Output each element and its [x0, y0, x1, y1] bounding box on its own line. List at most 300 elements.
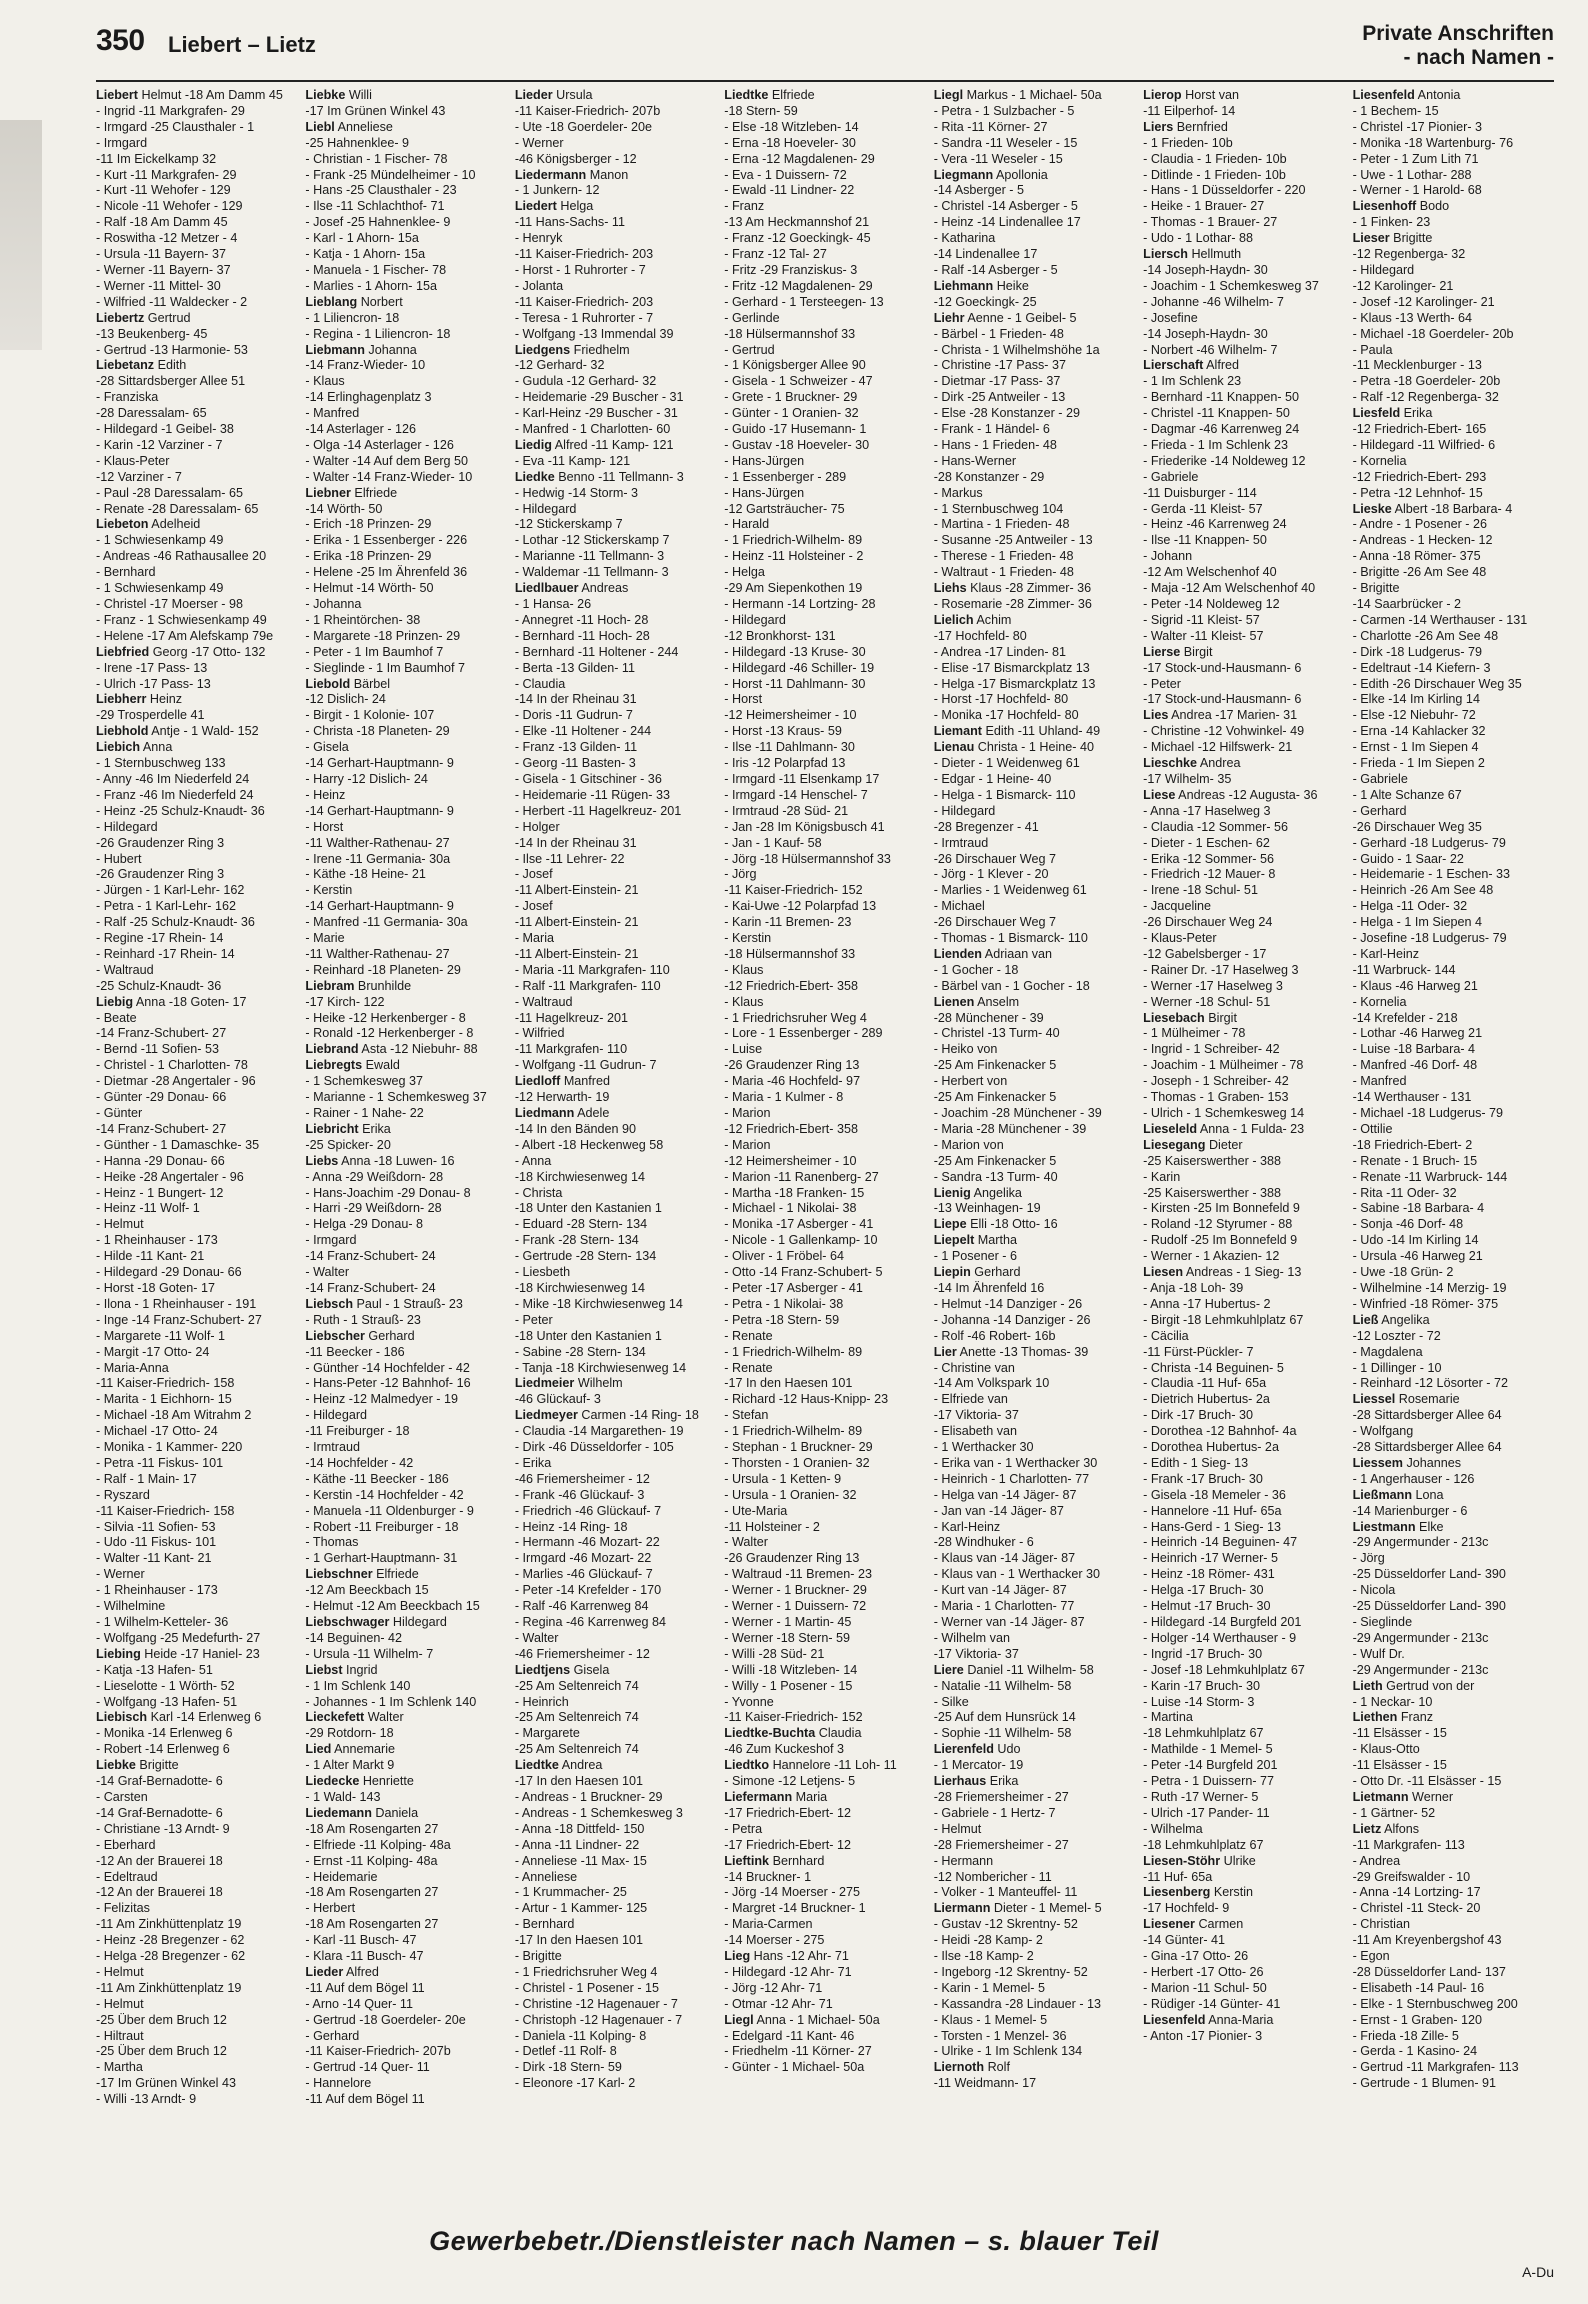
- listing-entry: [724, 565, 925, 581]
- entry-text: - Kirsten -25 Im Bonnefeld 9: [1143, 1201, 1300, 1216]
- listing-entry: [1353, 1838, 1554, 1854]
- entry-text: - Werner -18 Stern- 59: [724, 1630, 851, 1645]
- entry-text: -11 Albert-Einstein- 21: [514, 946, 639, 961]
- surname: Liebs: [305, 1153, 339, 1168]
- listing-entry: [305, 788, 506, 804]
- entry-text: - Ulrich - 1 Schemkesweg 14: [1143, 1106, 1305, 1120]
- listing-entry: [1143, 1058, 1344, 1074]
- listing-entry: [515, 549, 716, 565]
- listing-entry: [724, 1838, 925, 1854]
- entry-text: -26 Graudenzer Ring 13: [724, 1551, 860, 1566]
- listing-entry: [515, 199, 716, 215]
- listing-entry: [1353, 1265, 1554, 1281]
- listing-entry: [724, 263, 925, 279]
- entry-text: - Sonja -46 Dorf- 48: [1352, 1217, 1464, 1232]
- surname: Lies: [1143, 708, 1169, 723]
- entry-text: - Franz: [724, 199, 765, 214]
- entry-text: - Ilona - 1 Rheinhauser - 191: [96, 1296, 257, 1311]
- listing-entry: [1143, 1424, 1344, 1440]
- listing-entry: [1353, 533, 1554, 549]
- entry-text: - Gisela -18 Memeler - 36: [1143, 1487, 1286, 1502]
- listing-entry: [305, 1774, 506, 1790]
- listing-entry: [1353, 374, 1554, 390]
- listing-entry: [515, 724, 716, 740]
- entry-text: - Klaus van - 1 Werthacker 30: [933, 1567, 1101, 1582]
- entry-text: -28 Konstanzer - 29: [933, 469, 1045, 484]
- entry-text: - Ilse -11 Schlachthof- 71: [305, 199, 445, 214]
- entry-text: Erika: [989, 1774, 1019, 1789]
- listing-entry: [934, 199, 1135, 215]
- listing-entry: [1353, 692, 1554, 708]
- entry-text: - Christine -12 Vohwinkel- 49: [1143, 724, 1305, 739]
- listing-entry: [96, 1567, 297, 1583]
- entry-text: - Ewald -11 Lindner- 22: [724, 183, 855, 198]
- listing-entry: [724, 692, 925, 708]
- entry-text: Klaus -28 Zimmer- 36: [970, 581, 1092, 596]
- listing-entry: [724, 963, 925, 979]
- listing-entry: [96, 1408, 297, 1424]
- entry-text: Carmen: [1198, 1917, 1244, 1932]
- listing-entry: [1353, 120, 1554, 136]
- entry-text: -11 Duisburger - 114: [1143, 485, 1257, 500]
- entry-text: -28 Sittardsberger Allee 64: [1352, 1440, 1502, 1455]
- entry-text: - Klaus van -14 Jäger- 87: [933, 1551, 1076, 1566]
- listing-entry: [515, 1201, 716, 1217]
- listing-entry: [724, 1695, 925, 1711]
- entry-text: - Daniela -11 Kolping- 8: [514, 2028, 647, 2043]
- listing-entry: [305, 1361, 506, 1377]
- entry-text: - Michael -17 Otto- 24: [96, 1424, 218, 1439]
- entry-text: - Gabriele - 1 Hertz- 7: [933, 1805, 1056, 1820]
- entry-text: - Anna -14 Lortzing- 17: [1352, 1885, 1481, 1900]
- entry-text: - Hildegard: [1352, 262, 1415, 277]
- listing-entry: [515, 1122, 716, 1138]
- listing-entry: [515, 1949, 716, 1965]
- entry-text: - Irmtraud: [933, 835, 989, 850]
- entry-text: - Albert -18 Heckenweg 58: [514, 1137, 664, 1152]
- entry-text: - Kassandra -28 Lindauer - 13: [933, 1996, 1102, 2011]
- entry-text: - 1 Rheinhauser - 173: [96, 1233, 218, 1248]
- listing-entry: [1353, 581, 1554, 597]
- surname: Liebscher: [305, 1328, 365, 1343]
- entry-text: - Hans - 1 Frieden- 48: [933, 437, 1057, 452]
- listing-entry: [515, 88, 716, 104]
- listing-entry: [934, 549, 1135, 565]
- entry-text: - Hildegard -29 Donau- 66: [96, 1265, 242, 1280]
- entry-text: - Petra -11 Fiskus- 101: [96, 1455, 224, 1470]
- listing-entry: [724, 883, 925, 899]
- listing-entry: [1353, 215, 1554, 231]
- listing-entry: [724, 136, 925, 152]
- listing-entry: [724, 1870, 925, 1886]
- entry-text: - 1 Finken- 23: [1352, 215, 1431, 230]
- listing-entry: [96, 915, 297, 931]
- entry-text: -18 Unter den Kastanien 1: [514, 1201, 662, 1216]
- listing-entry: [515, 1011, 716, 1027]
- listing-entry: [724, 1567, 925, 1583]
- entry-text: - Klaus: [305, 374, 345, 389]
- entry-text: - Dorothea Hubertus- 2a: [1143, 1440, 1279, 1455]
- surname: Lierse: [1143, 644, 1181, 659]
- listing-entry: [934, 1074, 1135, 1090]
- page-header: [96, 22, 1554, 82]
- listing-entry: [1353, 1742, 1554, 1758]
- listing-entry: [1143, 581, 1344, 597]
- entry-text: - Ingeborg -12 Skrentny- 52: [933, 1964, 1088, 1979]
- surname: Liehr: [933, 310, 965, 325]
- listing-entry: [305, 1520, 506, 1536]
- entry-text: - Joachim -28 Münchener - 39: [933, 1106, 1102, 1120]
- entry-text: - Heidemarie -29 Buscher - 31: [514, 390, 684, 405]
- surname: Lied: [305, 1742, 332, 1757]
- entry-text: - Peter: [514, 1312, 553, 1327]
- listing-entry: [1353, 438, 1554, 454]
- entry-text: - Christel - 1 Posener - 15: [514, 1980, 660, 1995]
- entry-text: -28 Düsseldorfer Land- 137: [1352, 1964, 1506, 1979]
- listing-entry: [1353, 1997, 1554, 2013]
- listing-entry: [515, 1504, 716, 1520]
- surname: Liesener: [1143, 1917, 1195, 1932]
- entry-text: -29 Am Siepenkothen 19: [724, 581, 863, 596]
- listing-entry: [1143, 1949, 1344, 1965]
- listing-entry: [1353, 1567, 1554, 1583]
- listing-entry: [1143, 804, 1344, 820]
- listing-entry: [305, 915, 506, 931]
- entry-text: -12 Dislich- 24: [305, 692, 386, 707]
- entry-text: Anette -13 Thomas- 39: [959, 1344, 1089, 1359]
- listing-entry: [305, 1074, 506, 1090]
- listing-entry: [934, 2029, 1135, 2045]
- entry-text: Anneliese: [337, 119, 393, 134]
- entry-text: - Helene -25 Im Ährenfeld 36: [305, 565, 468, 580]
- entry-text: - Manfred -11 Germania- 30a: [305, 915, 468, 930]
- listing-entry: [96, 120, 297, 136]
- entry-text: - Otmar -12 Ahr- 71: [724, 1996, 833, 2011]
- surname: Lier: [933, 1344, 957, 1359]
- listing-entry: [96, 343, 297, 359]
- entry-text: - Hiltraut: [96, 2028, 144, 2043]
- listing-entry: [515, 454, 716, 470]
- entry-text: - Herbert: [305, 1901, 356, 1916]
- listing-entry: [724, 1997, 925, 2013]
- surname: Liegl: [933, 88, 964, 102]
- entry-text: - Franziska: [96, 390, 159, 405]
- listing-entry: [724, 1774, 925, 1790]
- listing-entry: [96, 168, 297, 184]
- entry-text: - Heinrich -26 Am See 48: [1352, 883, 1494, 898]
- entry-text: - Marita - 1 Eichhorn- 15: [96, 1392, 232, 1407]
- listing-entry: [305, 390, 506, 406]
- entry-text: - Stephan - 1 Bruckner- 29: [724, 1440, 873, 1455]
- listing-entry: [515, 1663, 716, 1679]
- listing-entry: [724, 247, 925, 263]
- listing-entry: [724, 454, 925, 470]
- listing-entry: [934, 168, 1135, 184]
- entry-text: -25 Kaiserswerther - 388: [1143, 1185, 1282, 1200]
- listing-entry: [305, 1885, 506, 1901]
- listing-entry: [1353, 1345, 1554, 1361]
- entry-text: - Kerstin: [305, 883, 353, 898]
- listing-entry: [1353, 645, 1554, 661]
- listing-entry: [96, 1997, 297, 2013]
- entry-text: Gertrud: [147, 310, 191, 325]
- listing-entry: [305, 820, 506, 836]
- listing-entry: [724, 1949, 925, 1965]
- listing-entry: [724, 597, 925, 613]
- listing-entry: [724, 1981, 925, 1997]
- listing-entry: [934, 1567, 1135, 1583]
- listing-entry: [1353, 1456, 1554, 1472]
- listing-entry: [934, 1249, 1135, 1265]
- entry-text: - Bernd -11 Sofien- 53: [96, 1042, 219, 1057]
- listing-entry: [1353, 1520, 1554, 1536]
- entry-text: - Renate -11 Warbruck- 144: [1352, 1169, 1508, 1184]
- listing-entry: [934, 1106, 1135, 1122]
- listing-entry: [515, 883, 716, 899]
- listing-entry: [305, 1917, 506, 1933]
- entry-text: - Manfred - 1 Charlotten- 60: [514, 422, 671, 437]
- listing-entry: [305, 2076, 506, 2092]
- entry-text: Horst van: [1185, 88, 1240, 102]
- listing-entry: [305, 2044, 506, 2060]
- entry-text: - Nicole -11 Wehofer - 129: [96, 199, 243, 214]
- listing-entry: [305, 979, 506, 995]
- entry-text: - Gertrud -13 Harmonie- 53: [96, 342, 248, 357]
- listing-entry: [934, 1742, 1135, 1758]
- listing-entry: [1143, 1042, 1344, 1058]
- listing-entry: [1353, 1551, 1554, 1567]
- listing-entry: [96, 1011, 297, 1027]
- listing-entry: [1143, 1504, 1344, 1520]
- listing-entry: [305, 2092, 506, 2108]
- listing-entry: [1143, 836, 1344, 852]
- listing-entry: [305, 1281, 506, 1297]
- entry-text: - Winfried -18 Römer- 375: [1352, 1296, 1499, 1311]
- entry-text: - Heinz -11 Wolf- 1: [96, 1201, 200, 1216]
- entry-text: - Heiko von: [933, 1042, 998, 1057]
- surname: Liebetanz: [96, 358, 155, 373]
- entry-text: -12 Heimersheimer - 10: [724, 1153, 857, 1168]
- listing-entry: [96, 931, 297, 947]
- entry-text: Hannelore -11 Loh- 11: [772, 1758, 897, 1773]
- listing-entry: [934, 995, 1135, 1011]
- listing-entry: [1143, 1567, 1344, 1583]
- listing-entry: [515, 358, 716, 374]
- entry-text: - Heinz -12 Malmedyer - 19: [305, 1392, 458, 1407]
- entry-text: -46 Friemersheimer - 12: [514, 1471, 650, 1486]
- entry-text: - Werner - 1 Duissern- 72: [724, 1599, 867, 1614]
- listing-entry: [96, 820, 297, 836]
- entry-text: -26 Graudenzer Ring 3: [96, 867, 225, 882]
- entry-text: - Wilhelmine: [96, 1599, 166, 1614]
- listing-entry: [515, 1313, 716, 1329]
- listing-entry: [305, 470, 506, 486]
- listing-entry: [724, 533, 925, 549]
- surname: Liebregts: [305, 1058, 363, 1073]
- entry-text: - Walter -14 Auf dem Berg 50: [305, 453, 469, 468]
- entry-text: -14 Gerhart-Hauptmann- 9: [305, 756, 454, 771]
- listing-entry: [96, 1313, 297, 1329]
- listing-entry: [1353, 104, 1554, 120]
- listing-entry: [1353, 613, 1554, 629]
- entry-text: - Andreas -46 Rathausallee 20: [96, 549, 267, 564]
- entry-text: - Gisela - 1 Schweizer - 47: [724, 374, 873, 389]
- entry-text: - Gisela - 1 Gitschiner - 36: [514, 771, 662, 786]
- listing-entry: [305, 772, 506, 788]
- listing-entry: [305, 1742, 506, 1758]
- entry-text: - Andre - 1 Posener - 26: [1352, 517, 1487, 532]
- listing-entry: [1143, 136, 1344, 152]
- entry-text: Bernfried: [1176, 119, 1228, 134]
- listing-entry: [96, 358, 297, 374]
- entry-text: - Dagmar -46 Karrenweg 24: [1143, 422, 1300, 437]
- entry-text: - Marion -11 Schul- 50: [1143, 1980, 1267, 1995]
- listing-entry: [96, 1042, 297, 1058]
- entry-text: -12 Gartsträucher- 75: [724, 501, 845, 516]
- entry-text: - Waltraut - 1 Frieden- 48: [933, 565, 1074, 580]
- entry-text: - Sandra -11 Weseler - 15: [933, 135, 1078, 150]
- entry-text: - Walter: [305, 1265, 350, 1280]
- entry-text: - Walter -14 Franz-Wieder- 10: [305, 469, 473, 484]
- listing-entry: [1143, 1997, 1344, 2013]
- listing-entry: [305, 1981, 506, 1997]
- entry-text: -26 Dirschauer Weg 7: [933, 851, 1056, 866]
- listing-entry: [934, 1631, 1135, 1647]
- entry-text: - Christian - 1 Fischer- 78: [305, 151, 448, 166]
- listing-entry: [1143, 1456, 1344, 1472]
- listing-entry: [1143, 549, 1344, 565]
- entry-text: - Roland -12 Styrumer - 88: [1143, 1217, 1293, 1232]
- entry-text: Gertrud von der: [1386, 1678, 1475, 1693]
- surname: Liebold: [305, 676, 351, 691]
- entry-text: -12 Nombericher - 11: [933, 1869, 1052, 1884]
- entry-text: -18 Hülsermannshof 33: [724, 946, 856, 961]
- surname: Liedermann: [514, 167, 587, 182]
- entry-text: - Helmut -17 Bruch- 30: [1143, 1599, 1271, 1614]
- listing-entry: [305, 168, 506, 184]
- entry-text: - Ursula -46 Harweg 21: [1352, 1249, 1483, 1264]
- entry-text: - Ute-Maria: [724, 1503, 788, 1518]
- entry-text: - Maria-Carmen: [724, 1917, 813, 1932]
- entry-text: -11 Freiburger - 18: [305, 1424, 410, 1439]
- entry-text: - Willi -18 Witzleben- 14: [724, 1662, 858, 1677]
- entry-text: -18 Kirchwiesenweg 14: [514, 1169, 646, 1184]
- listing-entry: [1353, 2029, 1554, 2045]
- listing-entry: [515, 645, 716, 661]
- listing-entry: [515, 692, 716, 708]
- listing-entry: [1143, 1981, 1344, 1997]
- surname: Liepe: [933, 1217, 967, 1232]
- entry-text: -12 Gerhard- 32: [514, 358, 605, 373]
- entry-text: - Anny -46 Im Niederfeld 24: [96, 771, 250, 786]
- listing-entry: [305, 311, 506, 327]
- listing-entry: [515, 1170, 716, 1186]
- listing-entry: [96, 1885, 297, 1901]
- listing-entry: [1353, 899, 1554, 915]
- surname: Liedlbauer: [514, 581, 579, 596]
- entry-text: - Josefine -18 Ludgerus- 79: [1352, 931, 1507, 946]
- entry-text: -18 Unter den Kastanien 1: [514, 1328, 662, 1343]
- listing-entry: [934, 2076, 1135, 2092]
- listing-entry: [934, 1154, 1135, 1170]
- entry-text: -18 Am Rosengarten 27: [305, 1917, 439, 1932]
- listing-entry: [934, 852, 1135, 868]
- entry-text: - Maria-Anna: [96, 1360, 169, 1375]
- entry-text: - Thomas - 1 Bismarck- 110: [933, 931, 1088, 946]
- entry-text: - Willi -28 Süd- 21: [724, 1646, 825, 1661]
- listing-entry: [515, 183, 716, 199]
- entry-text: - Wilhelma: [1143, 1821, 1203, 1836]
- listing-entry: [934, 438, 1135, 454]
- surname: Lienden: [933, 946, 982, 961]
- entry-text: Antonia: [1417, 88, 1461, 102]
- surname: Liedemann: [305, 1805, 372, 1820]
- listing-entry: [96, 963, 297, 979]
- entry-text: - Hildegard -13 Kruse- 30: [724, 644, 866, 659]
- surname: Liestmann: [1352, 1519, 1416, 1534]
- listing-entry: [1353, 1631, 1554, 1647]
- entry-text: - Andrea -17 Linden- 81: [933, 644, 1067, 659]
- entry-text: - Birgit -18 Lehmkuhlplatz 67: [1143, 1312, 1304, 1327]
- entry-text: - Fritz -12 Magdalenen- 29: [724, 278, 873, 293]
- listing-entry: [724, 1965, 925, 1981]
- entry-text: -13 Beukenberg- 45: [96, 326, 208, 341]
- entry-text: -11 Im Eickelkamp 32: [96, 151, 217, 166]
- entry-text: - Erika -12 Sommer- 56: [1143, 851, 1275, 866]
- listing-entry: [1143, 565, 1344, 581]
- listing-entry: [515, 1520, 716, 1536]
- entry-text: - Herbert -17 Otto- 26: [1143, 1964, 1264, 1979]
- entry-text: - Helga -28 Bregenzer - 62: [96, 1949, 246, 1964]
- entry-text: Ingrid: [346, 1662, 378, 1677]
- listing-entry: [1353, 502, 1554, 518]
- surname: Liebner: [305, 485, 351, 500]
- listing-entry: [305, 2013, 506, 2029]
- listing-entry: [305, 1122, 506, 1138]
- listing-entry: [724, 613, 925, 629]
- listing-entry: [96, 2092, 297, 2108]
- listing-entry: [305, 438, 506, 454]
- entry-text: - Bärbel - 1 Frieden- 48: [933, 326, 1064, 341]
- listing-entry: [305, 629, 506, 645]
- entry-text: - Mathilde - 1 Memel- 5: [1143, 1742, 1273, 1757]
- surname: Liebhold: [96, 724, 149, 739]
- surname: Liesenhoff: [1352, 199, 1417, 214]
- entry-text: - Franz -12 Goeckingk- 45: [724, 231, 871, 246]
- listing-entry: [305, 2029, 506, 2045]
- entry-text: -14 Moerser - 275: [724, 1933, 825, 1948]
- entry-text: - Hildegard -14 Burgfeld 201: [1143, 1615, 1302, 1629]
- listing-entry: [96, 422, 297, 438]
- listing-entry: [934, 486, 1135, 502]
- entry-text: - Waltraud: [96, 962, 154, 977]
- entry-text: Christa - 1 Heine- 40: [977, 740, 1094, 755]
- listing-entry: [724, 374, 925, 390]
- entry-text: - Bernhard -11 Knappen- 50: [1143, 390, 1300, 405]
- listing-entry: [1353, 390, 1554, 406]
- entry-text: - Paul -28 Daressalam- 65: [96, 485, 243, 500]
- listing-entry: [724, 1170, 925, 1186]
- listing-entry: [1353, 1154, 1554, 1170]
- page-number: 350: [96, 24, 145, 57]
- entry-text: Alfons: [1384, 1821, 1420, 1836]
- surname: Liethen: [1352, 1710, 1398, 1725]
- listing-entry: [1143, 533, 1344, 549]
- entry-text: - Guido - 1 Saar- 22: [1352, 851, 1464, 866]
- entry-text: - Christine -12 Hagenauer - 7: [514, 1996, 678, 2011]
- entry-text: - Gertrud -11 Markgrafen- 113: [1352, 2060, 1519, 2075]
- listing-entry: [724, 677, 925, 693]
